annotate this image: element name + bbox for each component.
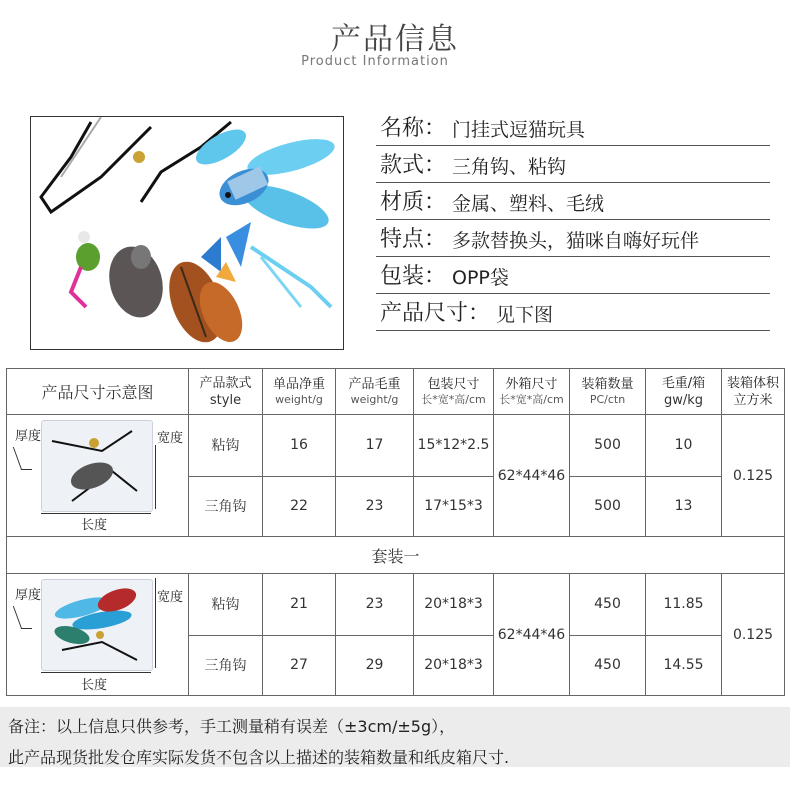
package-diagram-1 <box>7 415 189 537</box>
carton-qty-cell: 450 <box>570 635 646 696</box>
note-line-1: 备注：以上信息只供参考，手工测量稍有误差（±3cm/±5g）， <box>8 717 456 736</box>
info-key: 材质： <box>380 190 447 215</box>
width-label: 宽度 <box>157 590 184 605</box>
set-label: 套装一 <box>7 537 785 574</box>
carton-qty-cell: 500 <box>570 476 646 537</box>
info-value: 金属、塑料、毛绒 <box>452 193 605 215</box>
net-weight-cell: 16 <box>263 415 336 477</box>
net-weight-cell: 21 <box>263 574 336 636</box>
notes-box <box>0 707 790 767</box>
gw-cell: 13 <box>646 476 722 537</box>
package-size-cell: 20*18*3 <box>414 635 494 696</box>
info-value: 门挂式逗猫玩具 <box>452 119 586 141</box>
carton-size-cell: 62*44*46 <box>494 415 570 537</box>
header-gross-weight: 产品毛重 weight/g <box>336 369 414 415</box>
length-label: 长度 <box>81 678 108 693</box>
package-size-cell: 17*15*3 <box>414 476 494 537</box>
package-size-cell: 15*12*2.5 <box>414 415 494 477</box>
header-net-weight: 单品净重 weight/g <box>263 369 336 415</box>
package-bag-image <box>41 579 153 671</box>
carton-qty-cell: 500 <box>570 415 646 477</box>
volume-cell: 0.125 <box>722 415 785 537</box>
gross-weight-cell: 23 <box>336 574 414 636</box>
header-style: 产品款式 style <box>189 369 263 415</box>
thickness-label: 厚度 <box>15 588 42 603</box>
header-carton-size: 外箱尺寸 长*宽*高/cm <box>494 369 570 415</box>
info-key: 产品尺寸： <box>380 301 491 326</box>
width-label: 宽度 <box>157 431 184 446</box>
page-subtitle: Product Information <box>301 54 449 69</box>
gw-cell: 11.85 <box>646 574 722 636</box>
header-carton-qty: 装箱数量 PC/ctn <box>570 369 646 415</box>
gw-cell: 14.55 <box>646 635 722 696</box>
product-photo <box>30 116 344 350</box>
info-row-material <box>376 184 770 220</box>
header-diagram: 产品尺寸示意图 <box>7 369 189 415</box>
info-row-name <box>376 110 770 146</box>
volume-cell: 0.125 <box>722 574 785 696</box>
info-key: 款式： <box>380 153 447 178</box>
info-value: 多款替换头，猫咪自嗨好玩伴 <box>452 230 700 252</box>
style-cell: 粘钩 <box>189 574 263 636</box>
gw-cell: 10 <box>646 415 722 477</box>
set-row <box>7 537 785 574</box>
info-value: OPP袋 <box>452 267 509 289</box>
table-row <box>7 415 785 477</box>
table-row <box>7 574 785 636</box>
net-weight-cell: 22 <box>263 476 336 537</box>
gross-weight-cell: 29 <box>336 635 414 696</box>
spec-table <box>6 368 785 696</box>
info-key: 名称： <box>380 116 447 141</box>
package-diagram-2 <box>7 574 189 696</box>
info-key: 包装： <box>380 264 447 289</box>
carton-size-cell: 62*44*46 <box>494 574 570 696</box>
info-row-size <box>376 295 770 331</box>
info-value: 三角钩、粘钩 <box>452 156 567 178</box>
gross-weight-cell: 23 <box>336 476 414 537</box>
info-row-feature <box>376 221 770 257</box>
product-info-list <box>376 110 770 332</box>
style-cell: 三角钩 <box>189 635 263 696</box>
cat-toy-illustration <box>31 117 343 349</box>
thickness-label: 厚度 <box>15 429 42 444</box>
info-row-package <box>376 258 770 294</box>
page-title: 产品信息 <box>331 22 459 57</box>
gross-weight-cell: 17 <box>336 415 414 477</box>
package-bag-image <box>41 420 153 512</box>
info-row-style <box>376 147 770 183</box>
style-cell: 三角钩 <box>189 476 263 537</box>
note-line-2: 此产品现货批发仓库实际发货不包含以上描述的装箱数量和纸皮箱尺寸. <box>8 748 510 767</box>
style-cell: 粘钩 <box>189 415 263 477</box>
package-size-cell: 20*18*3 <box>414 574 494 636</box>
header-package-size: 包装尺寸 长*宽*高/cm <box>414 369 494 415</box>
carton-qty-cell: 450 <box>570 574 646 636</box>
table-header-row <box>7 369 785 415</box>
header-volume: 装箱体积 立方米 <box>722 369 785 415</box>
net-weight-cell: 27 <box>263 635 336 696</box>
info-key: 特点： <box>380 227 447 252</box>
length-label: 长度 <box>81 518 108 533</box>
info-value: 见下图 <box>496 304 554 326</box>
header-gw-per-carton: 毛重/箱 gw/kg <box>646 369 722 415</box>
